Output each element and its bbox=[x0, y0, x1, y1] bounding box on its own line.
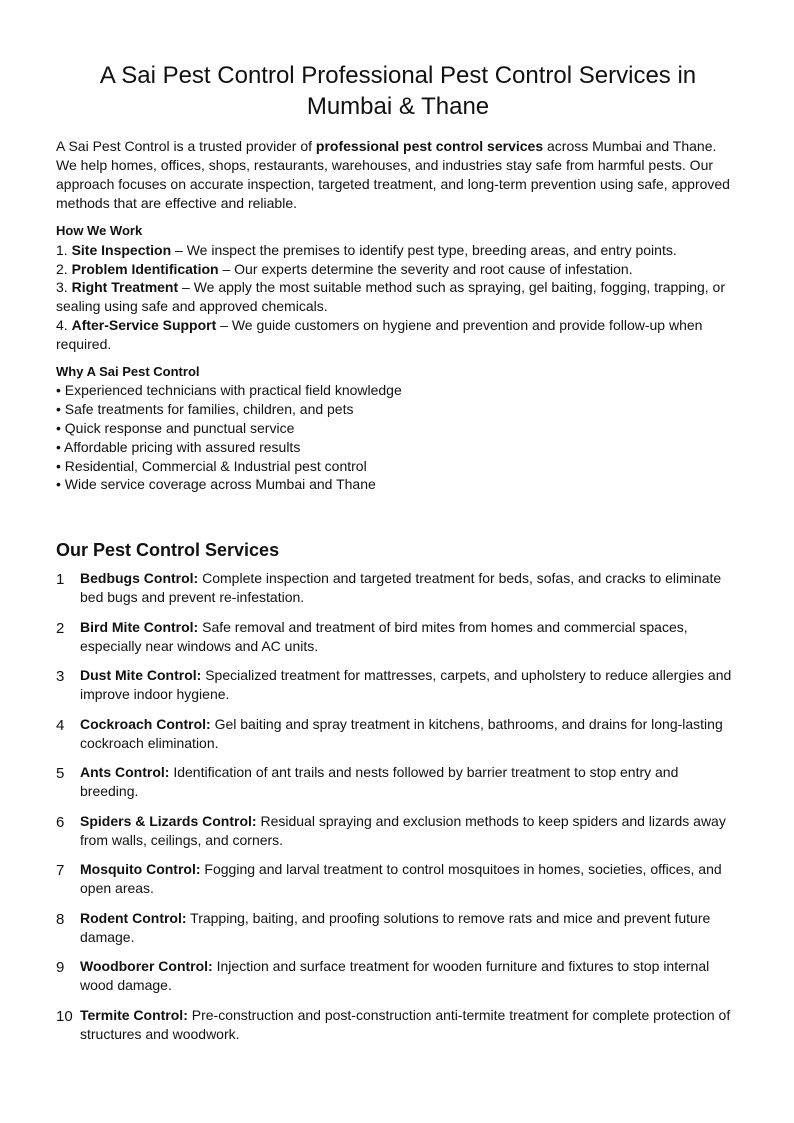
service-item bbox=[56, 715, 740, 753]
service-number: 6 bbox=[56, 813, 65, 831]
service-item bbox=[56, 909, 740, 947]
how-step bbox=[56, 316, 740, 354]
how-step bbox=[56, 278, 740, 316]
service-title: Woodborer Control: bbox=[80, 958, 213, 975]
how-step-number: 4. bbox=[56, 316, 72, 333]
service-text bbox=[80, 569, 740, 607]
how-step-desc: – Our experts determine the severity and root cause of infestation. bbox=[218, 260, 633, 277]
service-text bbox=[80, 763, 740, 801]
page-title: A Sai Pest Control Professional Pest Control Services in Mumbai & Thane bbox=[99, 62, 697, 120]
service-item bbox=[56, 666, 740, 704]
service-title: Spiders & Lizards Control: bbox=[80, 812, 257, 829]
intro-pre: A Sai Pest Control is a trusted provider of bbox=[56, 138, 316, 154]
service-title: Termite Control: bbox=[80, 1006, 188, 1023]
why-us-point: • Experienced technicians with practical field knowledge bbox=[56, 382, 402, 399]
service-number: 3 bbox=[56, 668, 65, 686]
service-item bbox=[56, 812, 740, 850]
document-page bbox=[56, 60, 740, 1054]
service-item bbox=[56, 569, 740, 607]
service-title: Bedbugs Control: bbox=[80, 570, 199, 587]
why-us-point: • Wide service coverage across Mumbai and Thane bbox=[56, 476, 376, 493]
service-text bbox=[80, 1006, 740, 1044]
service-item bbox=[56, 1006, 740, 1044]
why-us-point: • Safe treatments for families, children, and pets bbox=[56, 401, 354, 418]
how-step-number: 3. bbox=[56, 279, 72, 296]
how-step-number: 2. bbox=[56, 260, 72, 277]
service-desc: Gel baiting and spray treatment in kitchens, bathrooms, and drains for long-lasting cockroach elimination. bbox=[80, 715, 723, 751]
service-desc: Trapping, baiting, and proofing solutions to remove rats and mice and prevent future damage. bbox=[80, 909, 711, 945]
service-desc: Pre-construction and post-construction anti-termite treatment for complete protection of structures and woodwork. bbox=[80, 1006, 731, 1042]
service-text bbox=[80, 715, 740, 753]
service-item bbox=[56, 860, 740, 898]
service-number: 8 bbox=[56, 910, 65, 928]
service-desc: Safe removal and treatment of bird mites from homes and commercial spaces, especially near windows and AC units. bbox=[80, 618, 688, 654]
services-list bbox=[56, 569, 740, 1044]
service-text bbox=[80, 957, 740, 995]
how-step-title: After-Service Support bbox=[71, 316, 217, 333]
how-step-desc: – We guide customers on hygiene and prevention and provide follow-up when required. bbox=[56, 316, 703, 352]
services-heading: Our Pest Control Services bbox=[56, 540, 280, 561]
service-text bbox=[80, 909, 740, 947]
how-we-work-heading: How We Work bbox=[56, 223, 143, 238]
service-desc: Complete inspection and targeted treatment for beds, sofas, and cracks to eliminate bed bugs and prevent re-infestation. bbox=[80, 570, 722, 606]
service-number: 7 bbox=[56, 862, 65, 880]
service-number: 5 bbox=[56, 765, 65, 783]
service-text bbox=[80, 666, 740, 704]
why-us-point: • Affordable pricing with assured results bbox=[56, 438, 301, 455]
how-step-title: Site Inspection bbox=[71, 241, 172, 258]
service-desc: Fogging and larval treatment to control mosquitoes in homes, societies, offices, and open areas. bbox=[80, 861, 722, 897]
how-step-desc: – We inspect the premises to identify pest type, breeding areas, and entry points. bbox=[171, 241, 677, 258]
why-us-point: • Quick response and punctual service bbox=[56, 419, 295, 436]
intro-post: across Mumbai and Thane. We help homes, offices, shops, restaurants, warehouses, and industries stay safe from harmful pests. Our approach focuses on accurate inspection, targeted treatment, and long-term prevention using safe, approved methods that are effective and reliable. bbox=[56, 138, 730, 211]
service-desc: Identification of ant trails and nests followed by barrier treatment to stop entry and breeding. bbox=[80, 764, 679, 800]
service-number: 2 bbox=[56, 619, 65, 637]
service-text bbox=[80, 812, 740, 850]
service-title: Cockroach Control: bbox=[80, 715, 211, 732]
how-step bbox=[56, 241, 740, 260]
service-number: 9 bbox=[56, 959, 65, 977]
service-desc: Residual spraying and exclusion methods to keep spiders and lizards away from walls, ceilings, and corners. bbox=[80, 812, 726, 848]
service-title: Ants Control: bbox=[80, 764, 170, 781]
how-step-desc: – We apply the most suitable method such as spraying, gel baiting, fogging, trapping, or sealing using safe and approved chemicals. bbox=[56, 279, 725, 315]
why-us-point: • Residential, Commercial & Industrial pest control bbox=[56, 457, 367, 474]
service-desc: Specialized treatment for mattresses, carpets, and upholstery to reduce allergies and improve indoor hygiene. bbox=[80, 667, 732, 703]
intro-paragraph bbox=[56, 137, 740, 213]
how-step-number: 1. bbox=[56, 241, 72, 258]
service-text bbox=[80, 618, 740, 656]
why-us-section bbox=[56, 363, 740, 495]
how-we-work-section bbox=[56, 222, 740, 354]
service-title: Rodent Control: bbox=[80, 909, 187, 926]
intro-bold: professional pest control services bbox=[315, 138, 544, 154]
why-us-heading: Why A Sai Pest Control bbox=[56, 363, 200, 379]
service-number: 1 bbox=[56, 571, 65, 589]
service-number: 10 bbox=[56, 1007, 73, 1025]
service-item bbox=[56, 763, 740, 801]
service-item bbox=[56, 957, 740, 995]
how-step bbox=[56, 260, 740, 279]
service-title: Bird Mite Control: bbox=[80, 618, 199, 635]
how-step-title: Right Treatment bbox=[71, 279, 179, 296]
service-title: Mosquito Control: bbox=[80, 861, 201, 878]
service-number: 4 bbox=[56, 716, 65, 734]
service-item bbox=[56, 618, 740, 656]
service-text bbox=[80, 860, 740, 898]
service-title: Dust Mite Control: bbox=[80, 667, 202, 684]
how-step-title: Problem Identification bbox=[71, 260, 219, 277]
service-desc: Injection and surface treatment for wooden furniture and fixtures to stop internal wood damage. bbox=[80, 958, 710, 994]
